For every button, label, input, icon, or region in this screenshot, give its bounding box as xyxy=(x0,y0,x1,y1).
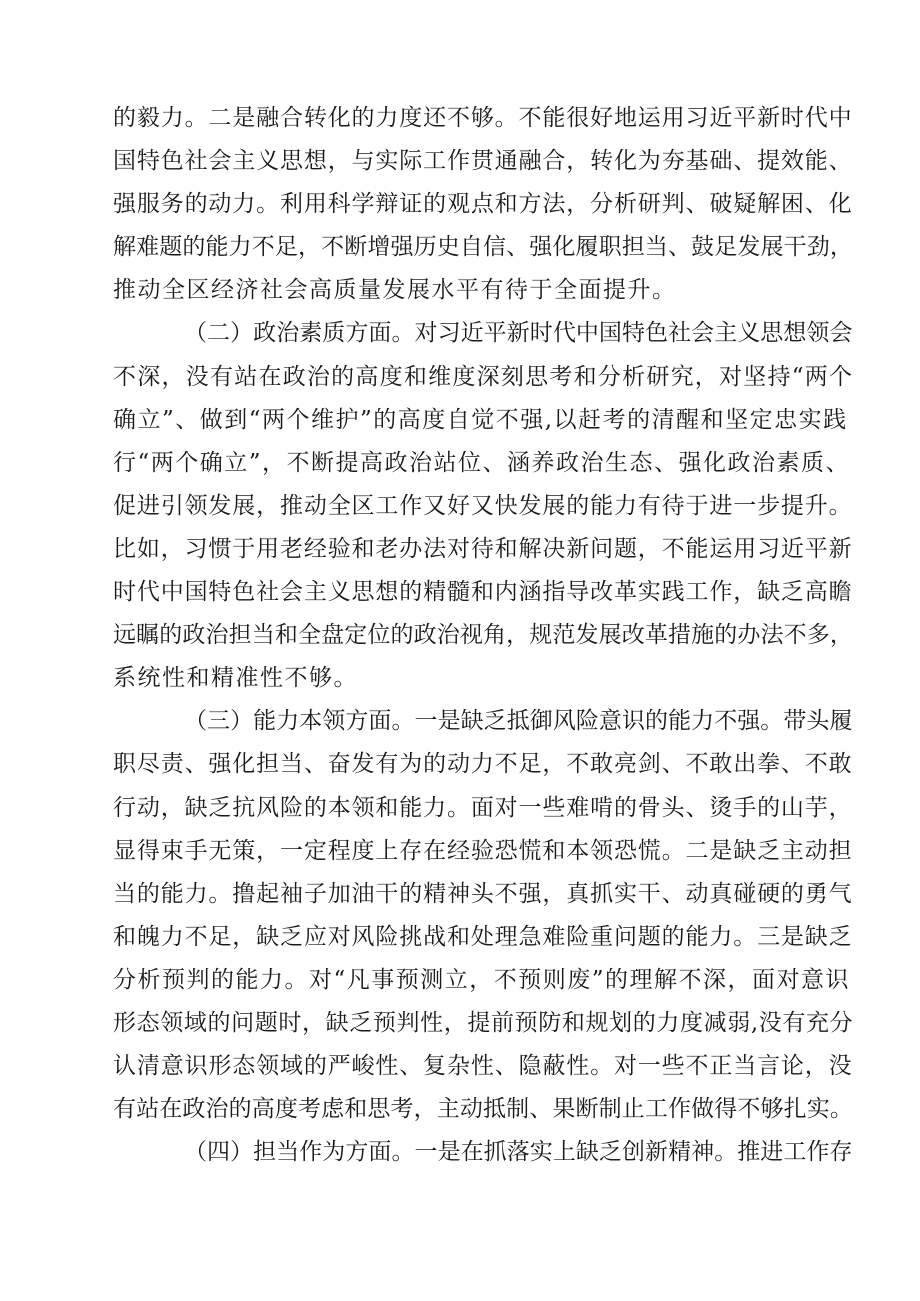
text-line: 行动，缺乏抗风险的本领和能力。面对一些难啃的骨头、烫手的山芋， xyxy=(113,794,853,821)
text-line: 认清意识形态领域的严峻性、复杂性、隐蔽性。对一些不正当言论，没 xyxy=(113,1053,853,1080)
text-line: 时代中国特色社会主义思想的精髓和内涵指导改革实践工作，缺乏高瞻 xyxy=(113,579,853,606)
text-line: 和魄力不足，缺乏应对风险挑战和处理急难险重问题的能力。三是缺乏 xyxy=(113,923,853,950)
text-line: 的毅力。二是融合转化的力度还不够。不能很好地运用习近平新时代中 xyxy=(113,105,853,131)
section-heading-line: （三）能力本领方面。一是缺乏抵御风险意识的能力不强。带头履 xyxy=(184,708,853,735)
text-line: 远瞩的政治担当和全盘定位的政治视角，规范发展改革措施的办法不多， xyxy=(113,622,853,649)
section-heading-line: （二）政治素质方面。对习近平新时代中国特色社会主义思想领会 xyxy=(184,320,853,347)
text-line: 行“两个确立”，不断提高政治站位、涵养政治生态、强化政治素质、 xyxy=(113,449,851,476)
text-line: 职尽责、强化担当、奋发有为的动力不足，不敢亮剑、不敢出拳、不敢 xyxy=(113,751,853,778)
text-line: 促进引领发展，推动全区工作又好又快发展的能力有待于进一步提升。 xyxy=(113,492,853,519)
section-heading-line: （四）担当作为方面。一是在抓落实上缺乏创新精神。推进工作存 xyxy=(184,1139,853,1166)
text-line: 不深，没有站在政治的高度和维度深刻思考和分析研究，对坚持“两个 xyxy=(113,363,853,390)
text-line: 有站在政治的高度考虑和思考，主动抵制、果断制止工作做得不够扎实。 xyxy=(113,1096,853,1123)
text-line: 形态领域的问题时，缺乏预判性，提前预防和规划的力度减弱,没有充分 xyxy=(113,1009,853,1036)
text-line: 解难题的能力不足，不断增强历史自信、强化履职担当、鼓足发展干劲， xyxy=(113,234,853,261)
text-line: 显得束手无策，一定程度上存在经验恐慌和本领恐慌。二是缺乏主动担 xyxy=(113,837,853,864)
text-line: 比如，习惯于用老经验和老办法对待和解决新问题，不能运用习近平新 xyxy=(113,535,853,562)
text-line: 确立”、做到“两个维护”的高度自觉不强,以赶考的清醒和坚定忠实践 xyxy=(113,406,848,433)
text-line: 当的能力。撸起袖子加油干的精神头不强，真抓实干、动真碰硬的勇气 xyxy=(113,880,853,907)
text-line: 分析预判的能力。对“凡事预测立，不预则废”的理解不深，面对意识 xyxy=(113,966,851,993)
text-line: 国特色社会主义思想，与实际工作贯通融合，转化为夯基础、提效能、 xyxy=(113,148,853,175)
text-line: 系统性和精准性不够。 xyxy=(113,665,358,692)
document-body xyxy=(113,97,853,1174)
text-line: 推动全区经济社会高质量发展水平有待于全面提升。 xyxy=(113,277,677,304)
text-line: 强服务的动力。利用科学辩证的观点和方法，分析研判、破疑解困、化 xyxy=(113,191,853,218)
